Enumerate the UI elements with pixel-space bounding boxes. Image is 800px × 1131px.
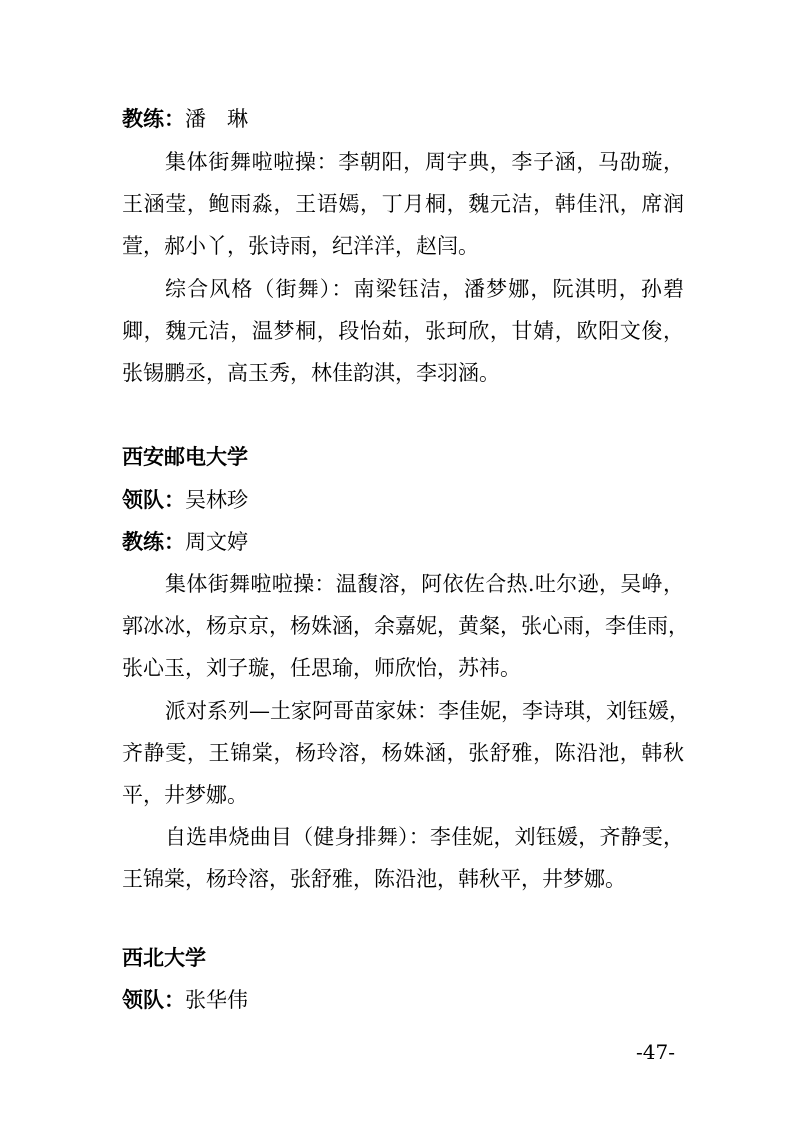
leader-name: 吴林珍 — [185, 488, 248, 512]
page-number: -47- — [636, 1040, 675, 1064]
paragraph-line: 平，井梦娜。 — [122, 783, 248, 807]
school-heading: 西北大学 — [122, 946, 206, 970]
paragraph-line: 王锦棠，杨玲溶，张舒雅，陈沿池，韩秋平，井梦娜。 — [122, 867, 626, 891]
paragraph-line: 齐静雯，王锦棠，杨玲溶，杨姝涵，张舒雅，陈沿池，韩秋 — [122, 741, 684, 765]
paragraph-line: 综合风格（街舞）：南梁钰洁，潘梦娜，阮淇明，孙碧 — [165, 277, 684, 301]
leader-line — [122, 986, 248, 1014]
paragraph-line: 张心玉，刘子璇，任思瑜，师欣怡，苏祎。 — [122, 656, 521, 680]
school-heading: 西安邮电大学 — [122, 445, 248, 469]
paragraph-line: 卿，魏元洁，温梦桐，段怡茹，张珂欣，甘婧，欧阳文俊， — [122, 319, 684, 343]
paragraph-line: 自选串烧曲目（健身排舞）：李佳妮，刘钰媛，齐静雯， — [165, 825, 684, 849]
coach-name: 潘 琳 — [185, 107, 248, 131]
coach-line — [122, 528, 248, 556]
paragraph-line: 集体街舞啦啦操：李朝阳，周宇典，李子涵，马劭璇， — [165, 150, 684, 174]
paragraph-line: 派对系列—土家阿哥苗家妹：李佳妮，李诗琪，刘钰媛， — [165, 699, 690, 723]
paragraph-line: 王涵莹，鲍雨淼，王语嫣，丁月桐，魏元洁，韩佳汛，席润 — [122, 192, 684, 216]
paragraph-line: 郭冰冰，杨京京，杨姝涵，余嘉妮，黄粲，张心雨，李佳雨， — [122, 614, 689, 638]
paragraph-line: 集体街舞啦啦操：温馥溶，阿依佐合热.吐尔逊，吴峥， — [165, 572, 684, 596]
leader-label: 领队： — [122, 988, 185, 1012]
coach-label: 教练： — [122, 107, 185, 131]
coach-line — [122, 105, 248, 133]
paragraph-line: 萱，郝小丫，张诗雨，纪洋洋，赵闫。 — [122, 234, 479, 258]
leader-line — [122, 486, 248, 514]
leader-label: 领队： — [122, 488, 185, 512]
coach-name: 周文婷 — [185, 530, 248, 554]
leader-name: 张华伟 — [185, 988, 248, 1012]
paragraph-line: 张锡鹏丞，高玉秀，林佳韵淇，李羽涵。 — [122, 361, 500, 385]
coach-label: 教练： — [122, 530, 185, 554]
